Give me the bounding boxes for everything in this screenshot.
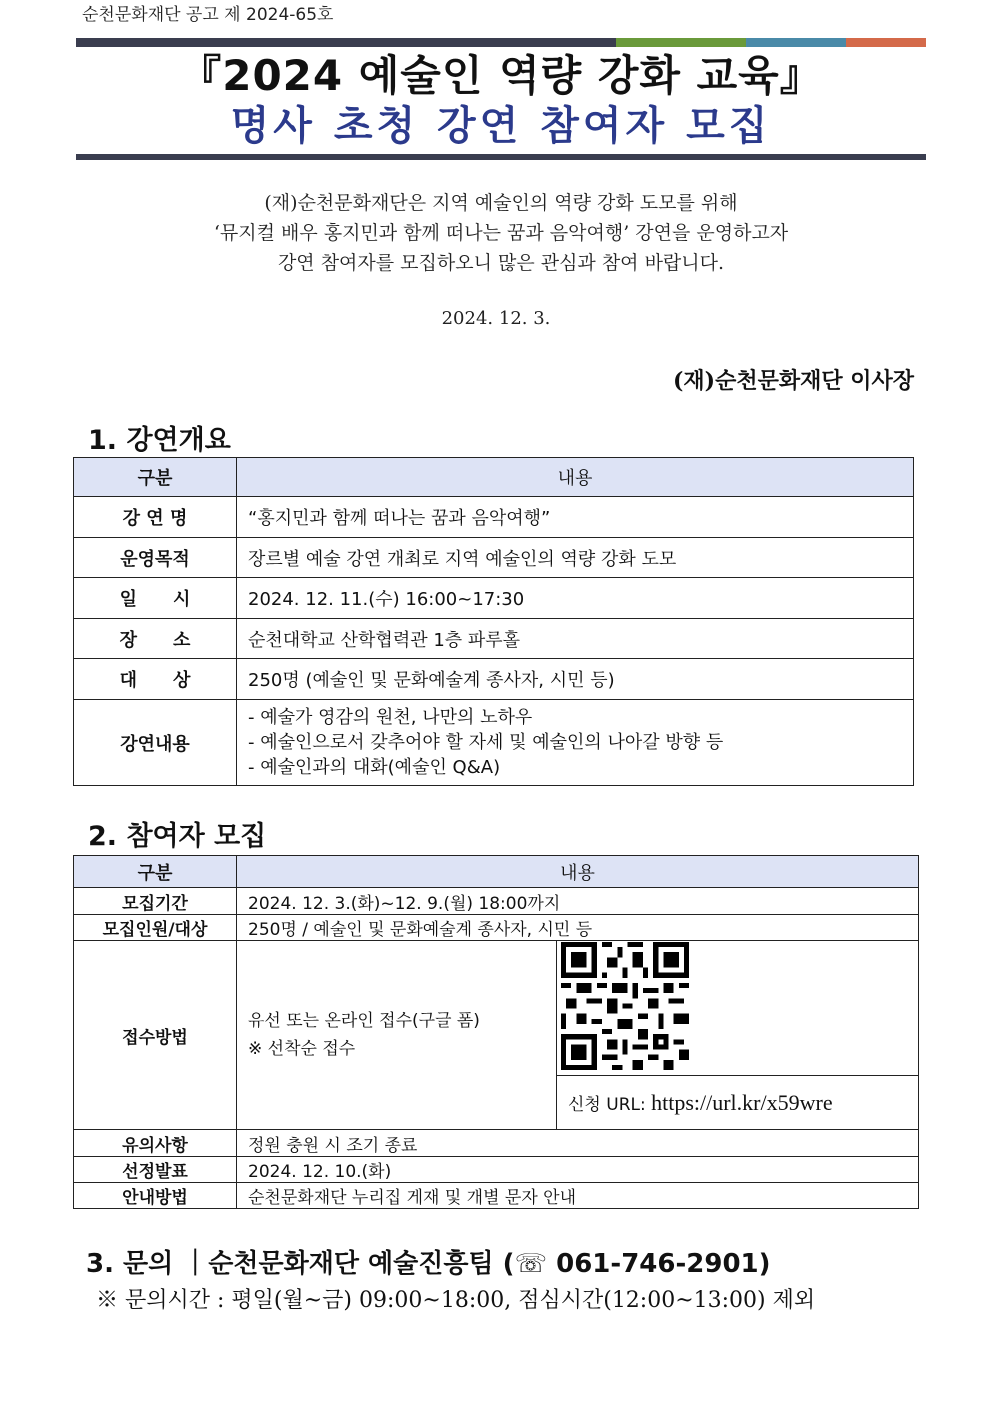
row-key: 모집기간	[74, 888, 237, 915]
row-key: 안내방법	[74, 1183, 237, 1209]
intro-line-2: ‘뮤지컬 배우 홍지민과 함께 떠나는 꿈과 음악여행’ 강연을 운영하고자	[213, 222, 789, 244]
row-key: 장 소	[74, 619, 237, 659]
lecture-overview-table	[73, 457, 914, 786]
table-row	[74, 1157, 919, 1183]
row-value: 순천문화재단 누리집 게재 및 개별 문자 안내	[237, 1183, 919, 1209]
table-row	[74, 888, 919, 915]
bar-segment-orange	[846, 38, 926, 47]
announcement-date: 2024. 12. 3.	[441, 308, 551, 329]
header-key: 구분	[74, 458, 237, 497]
title-line1: 『2024 예술인 역량 강화 교육』	[179, 51, 823, 100]
row-value: 장르별 예술 강연 개최로 지역 예술인의 역량 강화 도모	[237, 538, 914, 578]
table-row	[74, 619, 914, 659]
row-key: 운영목적	[74, 538, 237, 578]
row-key: 접수방법	[74, 941, 237, 1130]
contact-line: 3. 문의 ｜순천문화재단 예술진흥팀 (☏ 061-746-2901)	[86, 1249, 771, 1279]
title-top-bar	[76, 38, 926, 47]
section2-heading: 2. 참여자 모집	[88, 821, 267, 852]
apply-note: ※ 선착순 접수	[248, 1039, 356, 1059]
section1-heading: 1. 강연개요	[88, 425, 231, 456]
row-key: 일 시	[74, 578, 237, 619]
contact-hours: ※ 문의시간 : 평일(월~금) 09:00~18:00, 점심시간(12:00~13:00) 제외	[96, 1288, 816, 1313]
title-bottom-bar	[76, 154, 926, 160]
row-value: “홍지민과 함께 떠나는 꿈과 음악여행”	[237, 497, 914, 538]
qr-code-icon[interactable]	[561, 942, 689, 1070]
row-key: 모집인원/대상	[74, 915, 237, 941]
table-row	[74, 497, 914, 538]
table-header-row	[74, 458, 914, 497]
title-line2: 명사 초청 강연 참여자 모집	[230, 103, 772, 149]
content-line: - 예술가 영감의 원천, 나만의 노하우	[248, 707, 533, 728]
row-value: 순천대학교 산학협력관 1층 파루홀	[237, 619, 914, 659]
notice-number: 순천문화재단 공고 제 2024-65호	[82, 5, 334, 25]
bar-segment-blue	[746, 38, 846, 47]
url-label: 신청 URL:	[568, 1094, 652, 1115]
content-line: - 예술인과의 대화(예술인 Q&A)	[248, 757, 501, 778]
header-key: 구분	[74, 856, 237, 888]
header-value: 내용	[237, 856, 919, 888]
table-row	[74, 1130, 919, 1157]
signature: (재)순천문화재단 이사장	[673, 368, 914, 394]
row-key: 강연내용	[74, 700, 237, 786]
content-line: - 예술인으로서 갖추어야 할 자세 및 예술인의 나아갈 방향 등	[248, 732, 724, 753]
table-row	[74, 578, 914, 619]
recruitment-table	[73, 855, 919, 1209]
row-value-content	[237, 700, 914, 786]
row-value: 2024. 12. 3.(화)~12. 9.(월) 18:00까지	[237, 888, 919, 915]
url-cell	[557, 1076, 919, 1130]
table-row	[74, 538, 914, 578]
table-row	[74, 659, 914, 700]
table-row	[74, 915, 919, 941]
row-value: 정원 충원 시 조기 종료	[237, 1130, 919, 1157]
qr-cell	[557, 941, 919, 1076]
apply-line: 유선 또는 온라인 접수(구글 폼)	[248, 1011, 480, 1031]
row-key: 유의사항	[74, 1130, 237, 1157]
apply-method-cell	[237, 941, 557, 1130]
row-key: 대 상	[74, 659, 237, 700]
row-value: 250명 (예술인 및 문화예술계 종사자, 시민 등)	[237, 659, 914, 700]
row-key: 선정발표	[74, 1157, 237, 1183]
row-key: 강 연 명	[74, 497, 237, 538]
table-row	[74, 1183, 919, 1209]
bar-segment-dark	[76, 38, 616, 47]
intro-line-3: 강연 참여자를 모집하오니 많은 관심과 참여 바랍니다.	[277, 252, 725, 274]
row-value: 250명 / 예술인 및 문화예술계 종사자, 시민 등	[237, 915, 919, 941]
table-row-content	[74, 700, 914, 786]
apply-url-link[interactable]: https://url.kr/x59wre	[651, 1089, 833, 1115]
row-value: 2024. 12. 11.(수) 16:00~17:30	[237, 578, 914, 619]
header-value: 내용	[237, 458, 914, 497]
intro-line-1: (재)순천문화재단은 지역 예술인의 역량 강화 도모를 위해	[264, 192, 738, 214]
row-value: 2024. 12. 10.(화)	[237, 1157, 919, 1183]
table-header-row	[74, 856, 919, 888]
bar-segment-green	[616, 38, 746, 47]
table-row-apply	[74, 941, 919, 1076]
